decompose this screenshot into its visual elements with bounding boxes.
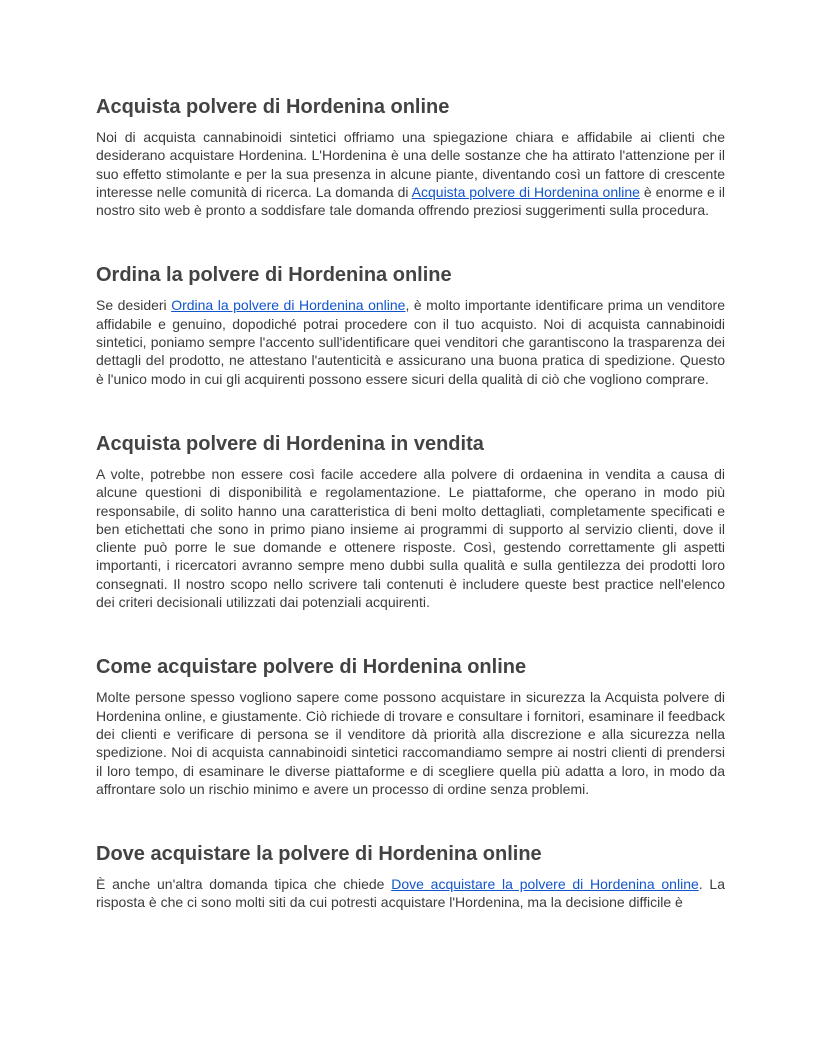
section-paragraph	[96, 296, 725, 387]
section-heading: Acquista polvere di Hordenina online	[96, 96, 450, 118]
section-acquista-online	[96, 93, 725, 219]
section-in-vendita	[96, 430, 725, 611]
paragraph-text: Se desideri	[96, 297, 172, 314]
paragraph-text: è enorme e il nostro sito web è pronto a soddisfare tale domanda offrendo preziosi suggerimenti sulla procedura.	[96, 183, 725, 219]
paragraph-text: , è molto importante identificare prima un venditore affidabile e genuino, dopodiché potrai procedere con il tuo acquisto. Noi di acquista cannabinoidi sintetici, poniamo sempre l'accento sull'identificare quei venditori che garantiscono la trasparenza dei dettagli del prodotto, ne attestano l'autenticità e assicurano una buona pratica di spedizione. Questo è l'unico modo in cui gli acquirenti possono essere sicuri della qualità di ciò che vogliono comprare.	[96, 297, 725, 387]
section-dove-acquistare	[96, 840, 725, 912]
acquista-polvere-link[interactable]: Acquista polvere di Hordenina online	[411, 183, 640, 200]
section-come-acquistare	[96, 653, 725, 798]
section-heading: Acquista polvere di Hordenina in vendita	[96, 432, 484, 455]
section-paragraph	[96, 128, 725, 219]
paragraph-text: Noi di acquista cannabinoidi sintetici offriamo una spiegazione chiara e affidabile ai clienti che desiderano acquistare Hordenina. L'Hordenina è una delle sostanze che ha attirato l'attenzione per il suo effetto stimolante e per la sua presenza in alcune piante, diventando così un fattore di crescente interesse nelle comunità di ricerca. La domanda di	[96, 129, 725, 200]
paragraph-text: . La risposta è che ci sono molti siti da cui potresti acquistare l'Hordenina, ma la decisione difficile è	[96, 876, 725, 911]
section-paragraph: Molte persone spesso vogliono sapere come possono acquistare in sicurezza la Acquista polvere di Hordenina online, e giustamente. Ciò richiede di trovare e consultare i fornitori, esaminare il feedback dei clienti e verificare di persona se il venditore dà priorità alla discrezione e alla sicurezza nella spedizione. Noi di acquista cannabinoidi sintetici raccomandiamo sempre ai nostri clienti di prendersi il loro tempo, di esaminare le diverse piattaforme e di scegliere quella più adatta a loro, in modo da affrontare solo un rischio minimo e avere un processo di ordine senza problemi.	[96, 689, 725, 797]
section-ordina-online	[96, 261, 725, 387]
section-paragraph	[96, 875, 725, 912]
section-heading: Ordina la polvere di Hordenina online	[96, 264, 452, 287]
ordina-polvere-link[interactable]: Ordina la polvere di Hordenina online	[171, 297, 406, 314]
section-paragraph: A volte, potrebbe non essere così facile accedere alla polvere di ordaenina in vendita a causa di alcune questioni di disponibilità e regolamentazione. Le piattaforme, che operano in modo più responsabile, di solito hanno una caratteristica di beni molto dettagliati, completamente specificati e ben etichettati che sono in primo piano insieme ai programmi di supporto al servizio clienti, dove il cliente può porre le sue domande e ottenere risposte. Così, gestendo correttamente gli aspetti importanti, i ricercatori avranno sempre meno dubbi sulla qualità e sulla gentilezza dei prodotti loro consegnati. Il nostro scopo nello scrivere tali contenuti è includere queste best practice nell'elenco dei criteri decisionali utilizzati dai potenziali acquirenti.	[96, 465, 725, 611]
section-heading: Dove acquistare la polvere di Hordenina online	[96, 843, 542, 866]
section-heading: Come acquistare polvere di Hordenina online	[96, 656, 527, 679]
dove-acquistare-link[interactable]: Dove acquistare la polvere di Hordenina online	[391, 876, 699, 893]
paragraph-text: È anche un'altra domanda tipica che chiede	[96, 876, 392, 893]
